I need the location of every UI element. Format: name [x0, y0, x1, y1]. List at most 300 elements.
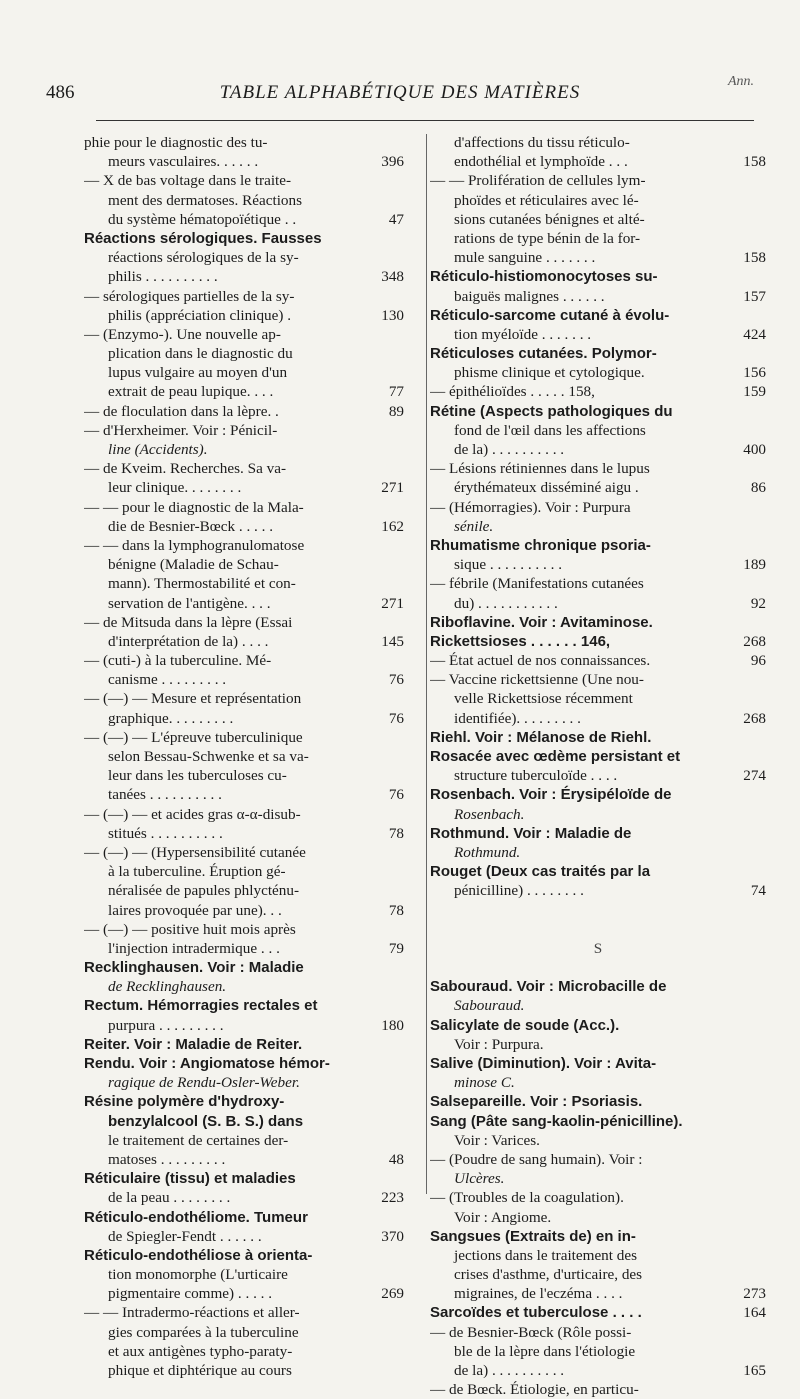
index-line	[430, 1361, 766, 1380]
index-line	[84, 229, 404, 248]
index-line	[430, 901, 766, 920]
index-entry-text: — (Enzymo-). Une nouvelle ap-	[84, 325, 281, 343]
index-line	[84, 1073, 404, 1092]
index-line	[430, 1054, 766, 1073]
page-reference: 76	[388, 671, 404, 689]
header-rule	[96, 120, 754, 121]
index-line	[84, 747, 404, 766]
index-entry-text: du) . . . . . . . . . . .	[454, 594, 558, 612]
index-entry-text: structure tuberculoïde . . . .	[454, 767, 618, 785]
index-entry-text: Sangsues (Extraits de) en in-	[430, 1227, 636, 1245]
index-line	[430, 1112, 766, 1131]
page-reference: 274	[743, 767, 766, 785]
page-reference: 271	[381, 594, 404, 612]
index-entry-text: tion monomorphe (L'urticaire	[108, 1266, 288, 1284]
index-entry-text: de Spiegler-Fendt . . . . . .	[108, 1227, 262, 1245]
index-line	[430, 1131, 766, 1150]
index-entry-text: S	[593, 939, 603, 957]
index-entry-text: l'injection intradermique . . .	[108, 939, 280, 957]
index-line	[430, 1284, 766, 1303]
page-reference: 159	[743, 383, 766, 401]
index-entry-text: Voir : Varices.	[454, 1131, 540, 1149]
index-entry-text: ment des dermatoses. Réactions	[108, 191, 303, 209]
index-entry-text: — de Mitsuda dans la lèpre (Essai	[84, 613, 293, 631]
index-entry-text: d'affections du tissu réticulo-	[454, 134, 630, 151]
index-entry-text: Rothmund. Voir : Maladie de	[430, 824, 632, 842]
index-line	[84, 1035, 404, 1054]
index-line	[430, 1092, 766, 1111]
page-reference: 370	[381, 1227, 404, 1245]
index-line	[84, 440, 404, 459]
index-line	[430, 459, 766, 478]
index-entry-text: néralisée de papules phlycténu-	[108, 882, 300, 900]
index-line	[84, 843, 404, 862]
index-line	[430, 210, 766, 229]
index-entry-text: Réactions sérologiques. Fausses	[84, 229, 322, 247]
index-line	[430, 363, 766, 382]
index-line	[430, 1208, 766, 1227]
index-entry-text: die de Besnier-Bœck . . . . .	[108, 517, 274, 535]
index-entry-text: rations de type bénin de la for-	[454, 229, 641, 247]
index-line	[84, 689, 404, 708]
index-line	[430, 1227, 766, 1246]
index-line	[430, 1035, 766, 1054]
index-entry-text: Reiter. Voir : Maladie de Reiter.	[84, 1035, 303, 1053]
index-line	[84, 1265, 404, 1284]
index-entry-text: réactions sérologiques de la sy-	[108, 249, 299, 267]
index-entry-text: minose C.	[454, 1074, 515, 1092]
index-line	[84, 632, 404, 651]
index-entry-text: laires provoquée par une). . .	[108, 901, 282, 919]
index-entry-text: servation de l'antigène. . . .	[108, 594, 271, 612]
index-entry-text: Sarcoïdes et tuberculose . . . .	[430, 1304, 642, 1322]
index-entry-text: Rosenbach. Voir : Érysipéloïde de	[430, 786, 672, 804]
index-entry-text: Réticuloses cutanées. Polymor-	[430, 345, 657, 363]
page-reference: 162	[381, 517, 404, 535]
index-entry-text: philis (appréciation clinique) .	[108, 306, 292, 324]
page-reference: 79	[388, 939, 404, 957]
index-line	[84, 824, 404, 843]
index-entry-text: Recklinghausen. Voir : Maladie	[84, 959, 304, 977]
index-entry-text: baiguës malignes . . . . . .	[454, 287, 605, 305]
index-line	[84, 1208, 404, 1227]
index-entry-text: — de Kveim. Recherches. Sa va-	[84, 460, 287, 478]
index-line	[84, 939, 404, 958]
index-entry-text: migraines, de l'eczéma . . . .	[454, 1285, 623, 1303]
index-entry-text: tion myéloïde . . . . . . .	[454, 325, 592, 343]
index-line	[430, 267, 766, 286]
index-line	[84, 363, 404, 382]
page-reference: 158	[743, 153, 766, 171]
index-line	[84, 862, 404, 881]
index-line	[430, 785, 766, 804]
index-line	[430, 191, 766, 210]
page-reference: 269	[381, 1285, 404, 1303]
index-entry-text: Rosacée avec œdème persistant et	[430, 748, 681, 765]
index-line	[430, 670, 766, 689]
index-entry-text: Salicylate de soude (Acc.).	[430, 1016, 620, 1034]
index-line	[84, 152, 404, 171]
index-line	[84, 344, 404, 363]
index-entry-text: extrait de peau lupique. . . .	[108, 383, 274, 401]
index-line	[84, 1246, 404, 1265]
index-entry-text: de Recklinghausen.	[108, 978, 227, 996]
index-line	[430, 613, 766, 632]
index-line	[84, 709, 404, 728]
index-line	[430, 133, 766, 152]
index-entry-text: ble de la lèpre dans l'étiologie	[454, 1342, 636, 1360]
index-entry-text: philis . . . . . . . . . .	[108, 268, 218, 286]
page-reference: 157	[743, 287, 766, 305]
index-line	[84, 287, 404, 306]
index-line	[84, 306, 404, 325]
index-line	[84, 574, 404, 593]
index-entry-text: pénicilline) . . . . . . . .	[454, 882, 584, 900]
page-reference: 77	[388, 383, 404, 401]
left-column	[84, 133, 404, 1380]
running-title: TABLE ALPHABÉTIQUE DES MATIÈRES	[219, 82, 581, 103]
right-column	[430, 133, 766, 1399]
index-entry-text: leur clinique. . . . . . . .	[108, 479, 242, 497]
index-entry-text: gies comparées à la tuberculine	[108, 1323, 299, 1341]
index-line	[430, 881, 766, 900]
index-entry-text: — de Bœck. Étiologie, en particu-	[430, 1381, 639, 1399]
index-line	[84, 1227, 404, 1246]
index-entry-text: selon Bessau-Schwenke et sa va-	[108, 748, 309, 765]
index-entry-text: — Lésions rétiniennes dans le lupus	[430, 460, 650, 478]
index-line	[84, 1131, 404, 1150]
index-line	[84, 728, 404, 747]
index-entry-text: — X de bas voltage dans le traite-	[84, 172, 292, 190]
index-line	[430, 536, 766, 555]
index-entry-text: Riboflavine. Voir : Avitaminose.	[430, 613, 653, 631]
index-line	[84, 171, 404, 190]
index-entry-text: Sabouraud.	[454, 997, 525, 1015]
page-reference: 400	[743, 441, 766, 458]
index-line	[430, 344, 766, 363]
index-entry-text: de la peau . . . . . . . .	[108, 1189, 231, 1207]
index-entry-text: — (Hémorragies). Voir : Purpura	[430, 498, 631, 516]
index-entry-text: — de Besnier-Bœck (Rôle possi-	[430, 1323, 632, 1341]
index-line	[430, 651, 766, 670]
index-entry-text: jections dans le traitement des	[454, 1246, 638, 1264]
page-reference: 96	[750, 652, 766, 670]
index-entry-text: line (Accidents).	[108, 441, 208, 458]
index-entry-text: — (Poudre de sang humain). Voir :	[430, 1150, 643, 1168]
index-entry-text: phique et diphtérique au cours	[108, 1362, 292, 1379]
index-entry-text: sions cutanées bénignes et alté-	[454, 210, 645, 228]
index-entry-text: — sérologiques partielles de la sy-	[84, 287, 295, 305]
index-line	[430, 977, 766, 996]
index-line	[430, 689, 766, 708]
index-line	[84, 478, 404, 497]
index-line	[84, 670, 404, 689]
index-entry-text: à la tuberculine. Éruption gé-	[108, 863, 286, 881]
page-reference: 86	[750, 479, 766, 497]
index-entry-text: benzylalcool (S. B. S.) dans	[108, 1112, 304, 1130]
index-entry-text: Réticulo-endothéliome. Tumeur	[84, 1208, 308, 1226]
index-line	[84, 996, 404, 1015]
index-line	[84, 1188, 404, 1207]
index-line	[84, 1054, 404, 1073]
index-line	[430, 862, 766, 881]
index-line	[84, 766, 404, 785]
page-reference: 89	[388, 402, 404, 420]
index-line	[430, 766, 766, 785]
index-entry-text: Rosenbach.	[454, 805, 525, 823]
index-line	[430, 382, 766, 401]
index-entry-text: de la) . . . . . . . . . .	[454, 1362, 565, 1379]
index-entry-text: Rectum. Hémorragies rectales et	[84, 997, 318, 1015]
index-line	[84, 191, 404, 210]
index-line	[84, 1150, 404, 1169]
page-reference: 268	[743, 632, 766, 650]
index-entry-text: matoses . . . . . . . . .	[108, 1150, 226, 1168]
index-entry-text: de la) . . . . . . . . . .	[454, 441, 565, 458]
index-line	[84, 785, 404, 804]
index-entry-text: — (—) — Mesure et représentation	[84, 690, 302, 708]
index-line	[430, 805, 766, 824]
page-reference: 48	[388, 1150, 404, 1168]
index-line	[84, 651, 404, 670]
index-line	[84, 1112, 404, 1131]
index-line	[430, 594, 766, 613]
index-line	[84, 210, 404, 229]
index-line	[84, 958, 404, 977]
page-reference: 424	[743, 325, 766, 343]
index-entry-text: érythémateux disséminé aigu .	[454, 479, 639, 497]
index-entry-text: — épithélioïdes . . . . . 158,	[430, 383, 595, 401]
page-reference: 189	[743, 556, 766, 574]
index-line	[84, 536, 404, 555]
page-reference: 164	[743, 1304, 766, 1322]
page-reference: 78	[388, 824, 404, 842]
index-entry-text: — (—) — (Hypersensibilité cutanée	[84, 843, 306, 861]
index-entry-text: phie pour le diagnostic des tu-	[84, 134, 268, 151]
index-line	[430, 555, 766, 574]
index-line	[430, 498, 766, 517]
index-line	[84, 517, 404, 536]
index-line	[84, 977, 404, 996]
index-entry-text: Rothmund.	[454, 843, 521, 861]
index-entry-text: phoïdes et réticulaires avec lé-	[454, 191, 639, 209]
index-entry-text: Réticulo-histiomonocytoses su-	[430, 268, 658, 286]
page-reference: 273	[743, 1285, 766, 1303]
page-reference: 165	[743, 1362, 766, 1379]
index-line	[84, 382, 404, 401]
index-line	[430, 517, 766, 536]
index-line	[430, 152, 766, 171]
index-entry-text: Réticulo-endothéliose à orienta-	[84, 1246, 313, 1264]
index-line	[430, 1342, 766, 1361]
page-reference: 145	[381, 632, 404, 650]
index-line	[430, 1265, 766, 1284]
index-line	[430, 248, 766, 267]
index-line	[84, 1169, 404, 1188]
index-line	[84, 613, 404, 632]
index-entry-text: — — dans la lymphogranulomatose	[84, 536, 305, 554]
index-line	[84, 325, 404, 344]
index-entry-text: purpura . . . . . . . . .	[108, 1016, 224, 1034]
index-line	[84, 498, 404, 517]
page-reference: 130	[381, 306, 404, 324]
index-line	[430, 728, 766, 747]
index-entry-text: sénile.	[454, 517, 494, 535]
page-reference: 180	[381, 1016, 404, 1034]
index-line	[84, 248, 404, 267]
index-entry-text: Résine polymère d'hydroxy-	[84, 1093, 285, 1111]
index-line	[430, 632, 766, 651]
index-entry-text: ragique de Rendu-Osler-Weber.	[108, 1074, 300, 1092]
index-entry-text: meurs vasculaires. . . . . .	[108, 153, 259, 171]
index-line	[84, 901, 404, 920]
index-entry-text: Rétine (Aspects pathologiques du	[430, 402, 673, 420]
page-reference: 92	[750, 594, 766, 612]
index-entry-text: Rhumatisme chronique psoria-	[430, 536, 651, 554]
page-reference: 74	[750, 882, 766, 900]
index-line	[84, 594, 404, 613]
index-line	[84, 1342, 404, 1361]
index-entry-text: — — pour le diagnostic de la Mala-	[84, 498, 304, 516]
page-reference: 348	[381, 268, 404, 286]
index-line	[84, 1092, 404, 1111]
index-line	[84, 402, 404, 421]
index-entry-text: Salsepareille. Voir : Psoriasis.	[430, 1093, 643, 1111]
index-entry-text: Sang (Pâte sang-kaolin-pénicilline).	[430, 1112, 683, 1130]
section-hint: Ann.	[727, 74, 754, 89]
index-entry-text: sique . . . . . . . . . .	[454, 556, 562, 574]
index-line	[84, 421, 404, 440]
index-entry-text: Salive (Diminution). Voir : Avita-	[430, 1055, 657, 1072]
index-entry-text: endothélial et lymphoïde . . .	[454, 153, 628, 171]
index-line	[430, 421, 766, 440]
index-entry-text: Rendu. Voir : Angiomatose hémor-	[84, 1055, 330, 1072]
page-number: 486	[46, 82, 75, 103]
page-reference: 396	[381, 153, 404, 171]
index-entry-text: — État actuel de nos connaissances.	[430, 652, 651, 670]
index-entry-text: — Vaccine rickettsienne (Une nou-	[430, 671, 644, 689]
index-entry-text: tanées . . . . . . . . . .	[108, 786, 222, 804]
index-entry-text: — (Troubles de la coagulation).	[430, 1189, 624, 1207]
index-line	[84, 1284, 404, 1303]
index-entry-text: crises d'asthme, d'urticaire, des	[454, 1266, 643, 1284]
index-line	[84, 1016, 404, 1035]
index-entry-text: velle Rickettsiose récemment	[454, 690, 633, 708]
index-entry-text: pigmentaire comme) . . . . .	[108, 1285, 273, 1303]
index-entry-text: graphique. . . . . . . . .	[108, 709, 234, 727]
index-line	[84, 920, 404, 939]
index-entry-text: et aux antigènes typho-paraty-	[108, 1342, 293, 1360]
index-line	[84, 1303, 404, 1322]
index-line	[430, 402, 766, 421]
section-letter	[430, 939, 766, 958]
index-entry-text: Voir : Angiome.	[454, 1208, 552, 1226]
index-entry-text: — (—) — L'épreuve tuberculinique	[84, 728, 303, 746]
index-line	[84, 133, 404, 152]
index-line	[84, 805, 404, 824]
index-line	[430, 1246, 766, 1265]
index-line	[430, 478, 766, 497]
index-line	[84, 1361, 404, 1380]
index-entry-text: Réticulaire (tissu) et maladies	[84, 1170, 296, 1188]
index-line	[430, 440, 766, 459]
index-entry-text: — (—) — positive huit mois après	[84, 920, 296, 938]
index-entry-text: phisme clinique et cytologique.	[454, 364, 645, 382]
index-entry-text: du système hématopoïétique . .	[108, 210, 297, 228]
page-reference: 76	[388, 709, 404, 727]
index-line	[430, 1073, 766, 1092]
index-entry-text: Ulcères.	[454, 1170, 505, 1188]
index-line	[430, 1188, 766, 1207]
index-entry-text: mule sanguine . . . . . . .	[454, 249, 596, 267]
index-line	[430, 229, 766, 248]
index-line	[84, 555, 404, 574]
index-line	[430, 1303, 766, 1322]
index-entry-text: fond de l'œil dans les affections	[454, 421, 646, 439]
page-reference: 156	[743, 364, 766, 382]
page-reference: 223	[381, 1189, 404, 1207]
column-divider	[426, 134, 427, 1194]
index-line	[430, 958, 766, 977]
index-entry-text: le traitement de certaines der-	[108, 1131, 289, 1149]
index-entry-text: Sabouraud. Voir : Microbacille de	[430, 978, 667, 996]
index-entry-text: bénigne (Maladie de Schau-	[108, 556, 279, 574]
index-entry-text: canisme . . . . . . . . .	[108, 671, 227, 689]
page-reference: 47	[388, 210, 404, 228]
index-line	[84, 881, 404, 900]
index-entry-text: Rouget (Deux cas traités par la	[430, 863, 651, 881]
index-entry-text: — de floculation dans la lèpre. .	[84, 402, 279, 420]
index-line	[430, 1150, 766, 1169]
index-line	[84, 267, 404, 286]
index-line	[430, 843, 766, 862]
index-line	[430, 996, 766, 1015]
index-entry-text: — (cuti-) à la tuberculine. Mé-	[84, 652, 272, 670]
index-entry-text: — fébrile (Manifestations cutanées	[430, 575, 644, 593]
index-entry-text: Réticulo-sarcome cutané à évolu-	[430, 306, 670, 324]
index-line	[430, 325, 766, 344]
page-header	[46, 74, 754, 108]
index-entry-text: d'interprétation de la) . . . .	[108, 632, 269, 650]
index-entry-text: identifiée). . . . . . . . .	[454, 709, 581, 727]
page-reference: 271	[381, 479, 404, 497]
index-entry-text: mann). Thermostabilité et con-	[108, 575, 296, 593]
index-entry-text: — — Intradermo-réactions et aller-	[84, 1304, 300, 1322]
page-reference: 158	[743, 249, 766, 267]
page-reference: 78	[388, 901, 404, 919]
index-entry-text: Rickettsioses . . . . . . 146,	[430, 632, 611, 650]
page-reference: 76	[388, 786, 404, 804]
index-line	[430, 306, 766, 325]
index-entry-text: Riehl. Voir : Mélanose de Riehl.	[430, 728, 652, 746]
index-line	[430, 920, 766, 939]
index-line	[430, 1169, 766, 1188]
index-entry-text: plication dans le diagnostic du	[108, 345, 293, 363]
index-entry-text: stitués . . . . . . . . . .	[108, 824, 223, 842]
index-entry-text: — d'Herxheimer. Voir : Pénicil-	[84, 421, 278, 439]
index-line	[84, 459, 404, 478]
index-line	[430, 1380, 766, 1399]
index-entry-text: — — Prolifération de cellules lym-	[430, 172, 646, 190]
index-line	[430, 747, 766, 766]
index-line	[430, 171, 766, 190]
index-line	[430, 709, 766, 728]
index-entry-text: Voir : Purpura.	[454, 1035, 544, 1053]
index-line	[430, 574, 766, 593]
index-entry-text: leur dans les tuberculoses cu-	[108, 767, 287, 785]
index-entry-text: — (—) — et acides gras α-α-disub-	[84, 805, 301, 823]
index-line	[430, 1016, 766, 1035]
